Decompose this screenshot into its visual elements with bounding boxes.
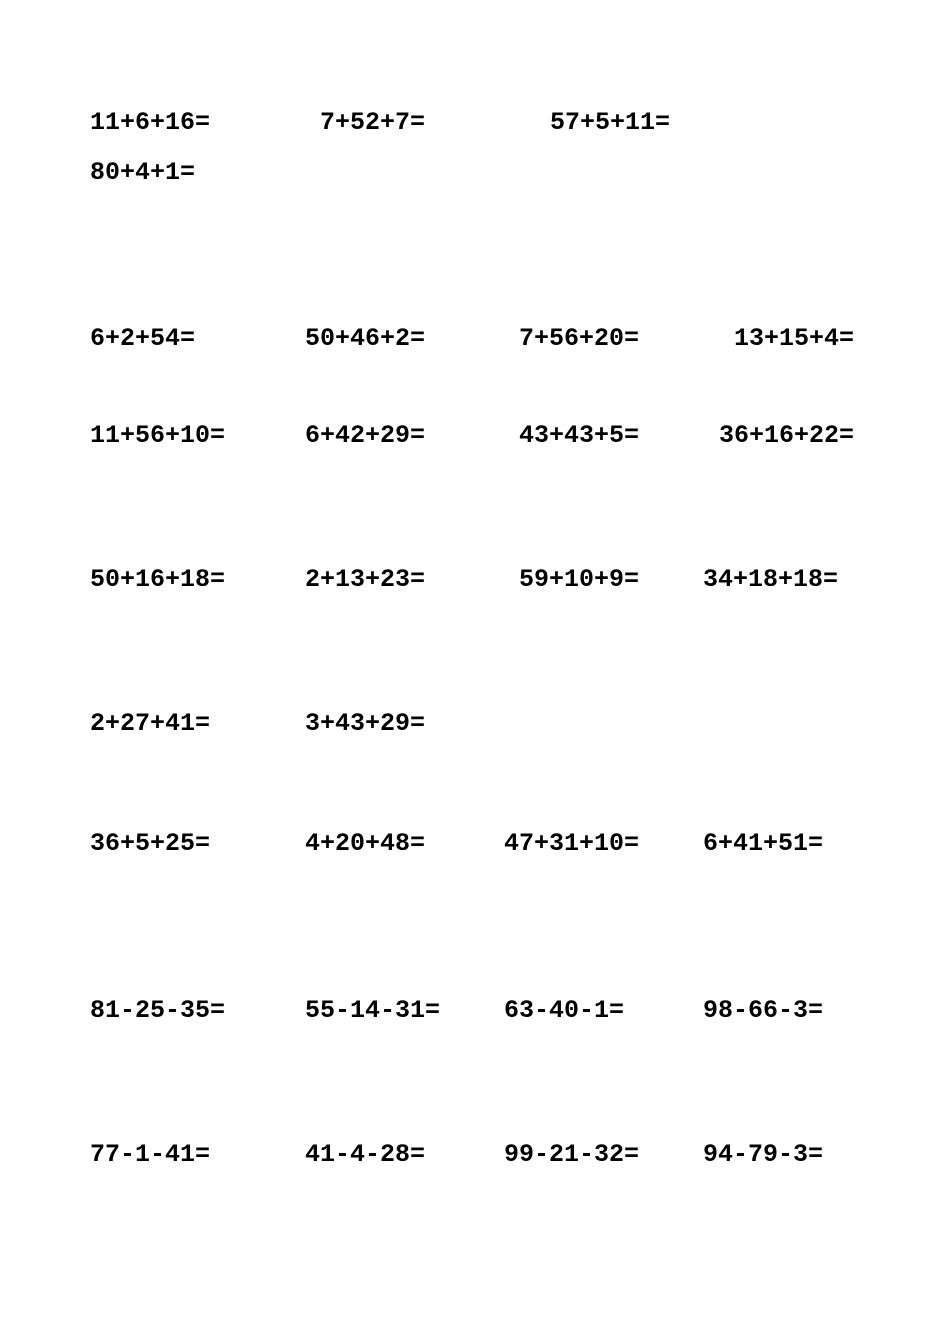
problem: 57+5+11= bbox=[550, 108, 671, 137]
problem: 2+27+41= bbox=[90, 709, 211, 738]
problem: 43+43+5= bbox=[519, 421, 640, 450]
problem-row bbox=[0, 708, 950, 740]
problem: 50+46+2= bbox=[305, 324, 426, 353]
problem: 36+16+22= bbox=[719, 421, 855, 450]
problem: 2+13+23= bbox=[305, 565, 426, 594]
problem: 3+43+29= bbox=[305, 709, 426, 738]
problem-row bbox=[0, 828, 950, 860]
problem: 6+41+51= bbox=[703, 829, 824, 858]
problem: 4+20+48= bbox=[305, 829, 426, 858]
problem: 98-66-3= bbox=[703, 996, 824, 1025]
problem: 34+18+18= bbox=[703, 565, 839, 594]
problem-row bbox=[0, 1139, 950, 1171]
problem: 36+5+25= bbox=[90, 829, 211, 858]
problem: 11+56+10= bbox=[90, 421, 226, 450]
problem: 50+16+18= bbox=[90, 565, 226, 594]
problem-row bbox=[0, 107, 950, 139]
problem: 6+2+54= bbox=[90, 324, 196, 353]
problem: 55-14-31= bbox=[305, 996, 441, 1025]
problem: 11+6+16= bbox=[90, 108, 211, 137]
problem: 7+56+20= bbox=[519, 324, 640, 353]
problem: 7+52+7= bbox=[320, 108, 426, 137]
problem-row bbox=[0, 323, 950, 355]
problem: 13+15+4= bbox=[734, 324, 855, 353]
problem-row bbox=[0, 995, 950, 1027]
problem: 77-1-41= bbox=[90, 1140, 211, 1169]
problem-row bbox=[0, 420, 950, 452]
problem: 41-4-28= bbox=[305, 1140, 426, 1169]
problem: 99-21-32= bbox=[504, 1140, 640, 1169]
problem: 94-79-3= bbox=[703, 1140, 824, 1169]
problem: 59+10+9= bbox=[519, 565, 640, 594]
problem-row bbox=[0, 157, 950, 189]
problem-row bbox=[0, 564, 950, 596]
problem: 80+4+1= bbox=[90, 158, 196, 187]
problem: 63-40-1= bbox=[504, 996, 625, 1025]
problem: 6+42+29= bbox=[305, 421, 426, 450]
problem: 81-25-35= bbox=[90, 996, 226, 1025]
problem: 47+31+10= bbox=[504, 829, 640, 858]
